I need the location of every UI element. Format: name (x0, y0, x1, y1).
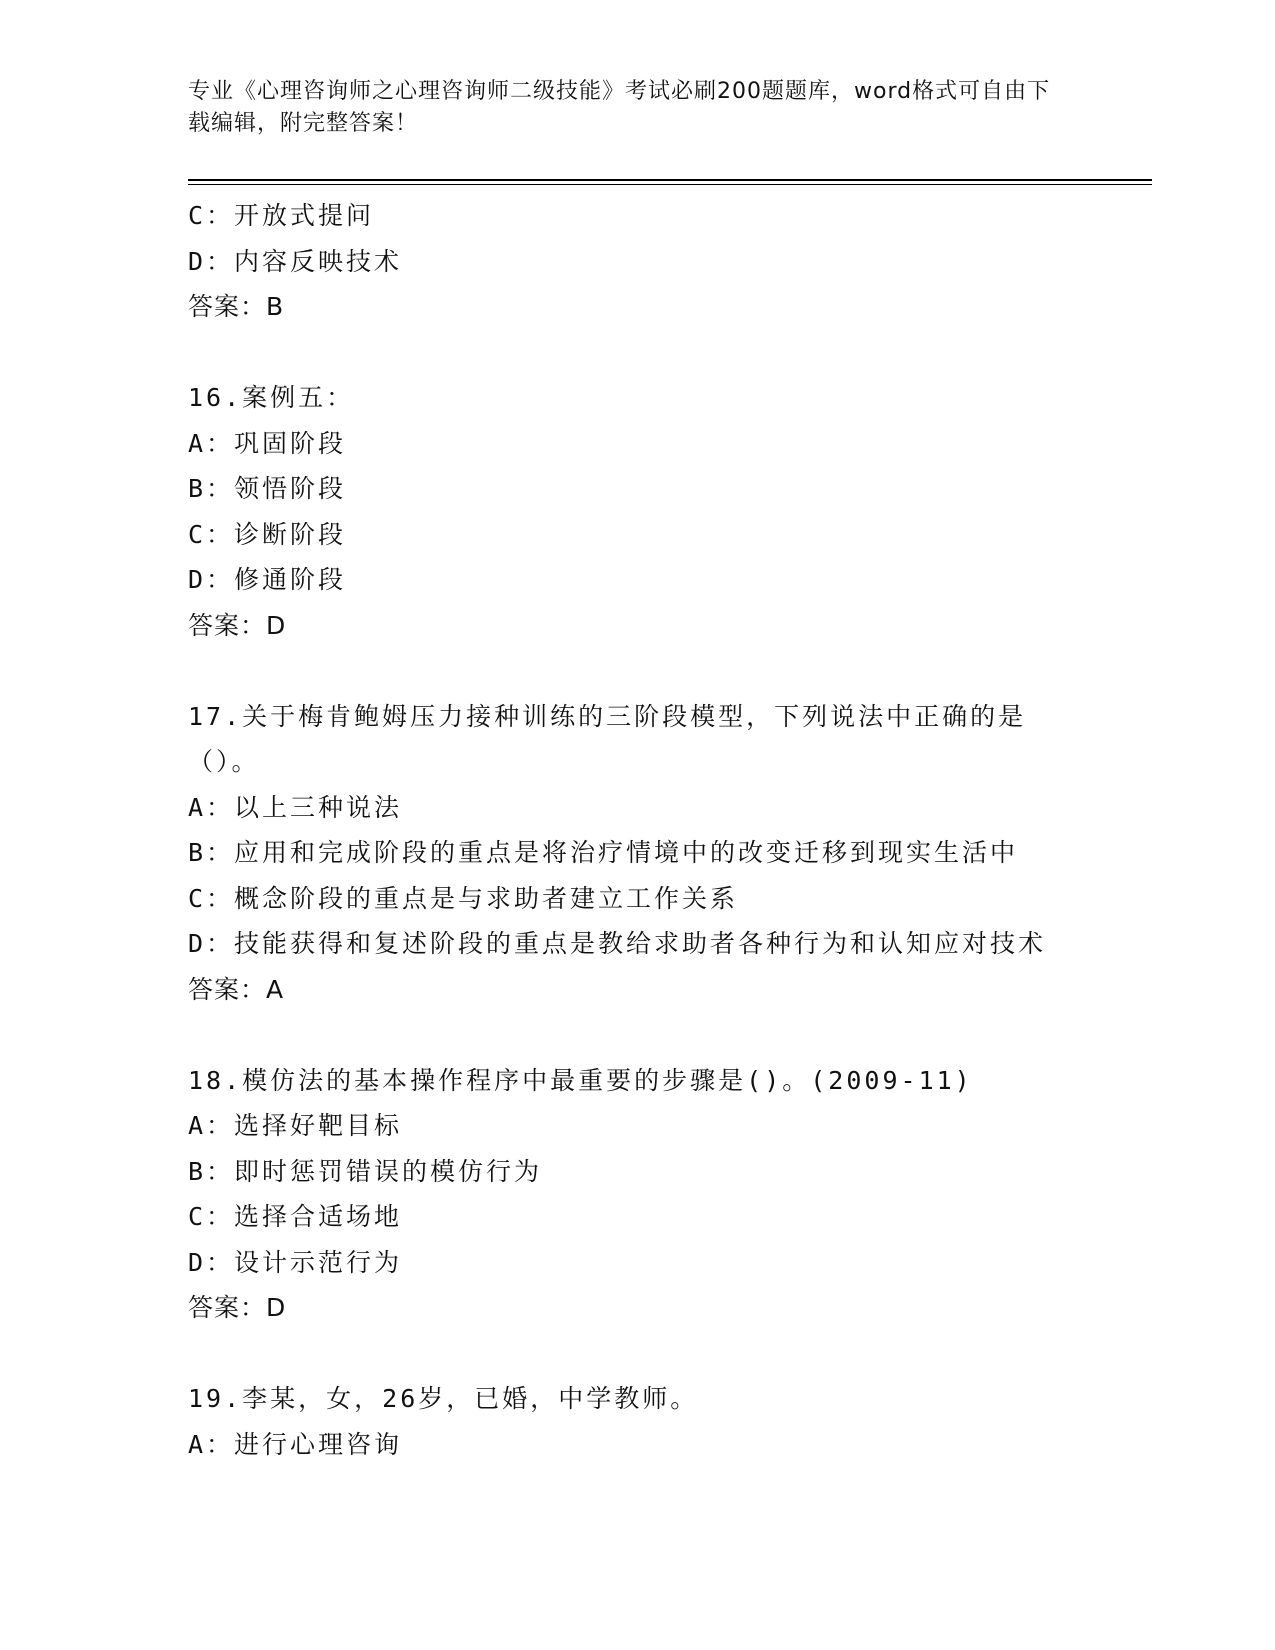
option-a: A：巩固阶段 (188, 428, 347, 458)
option-a: A：以上三种说法 (188, 792, 403, 822)
option-c: C：诊断阶段 (188, 519, 347, 549)
answer: 答案：A (188, 974, 285, 1004)
question-16 (188, 375, 1088, 648)
question-19 (188, 1376, 1088, 1467)
option-d: D：技能获得和复述阶段的重点是教给求助者各种行为和认知应对技术 (188, 929, 1047, 958)
question-18 (188, 1058, 1088, 1331)
option-c: C：概念阶段的重点是与求助者建立工作关系 (188, 883, 739, 913)
option-b: B：应用和完成阶段的重点是将治疗情境中的改变迁移到现实生活中 (188, 838, 1019, 867)
header-divider-thin (188, 184, 1152, 185)
spacer (188, 648, 1088, 694)
option-d: D：设计示范行为 (188, 1247, 403, 1277)
question-stem: 16.案例五： (188, 383, 355, 412)
question-17 (188, 694, 1088, 1013)
answer: 答案：D (188, 610, 287, 640)
spacer (188, 1012, 1088, 1058)
header-divider-thick (188, 179, 1152, 181)
option-d: D：修通阶段 (188, 565, 347, 594)
question-stem: 18.模仿法的基本操作程序中最重要的步骤是()。(2009-11) (188, 1065, 973, 1095)
spacer (188, 1331, 1088, 1377)
option-b: B：领悟阶段 (188, 474, 347, 503)
option-d: D：内容反映技术 (188, 246, 403, 276)
prev-question (188, 193, 1088, 330)
option-c: C：开放式提问 (188, 201, 375, 230)
option-a: A：选择好靶目标 (188, 1111, 403, 1140)
question-stem: 19.李某，女，26岁，已婚，中学教师。 (188, 1384, 699, 1413)
document-header: 专业《心理咨询师之心理咨询师二级技能》考试必刷200题题库，word格式可自由下载编辑，附完整答案！ (188, 79, 1051, 136)
option-b: B：即时惩罚错误的模仿行为 (188, 1156, 543, 1186)
option-a: A：进行心理咨询 (188, 1429, 403, 1459)
option-c: C：选择合适场地 (188, 1202, 403, 1231)
question-list (188, 193, 1088, 1467)
spacer (188, 330, 1088, 376)
question-stem: 17.关于梅肯鲍姆压力接种训练的三阶段模型，下列说法中正确的是（）。 (188, 701, 1027, 776)
answer: 答案：D (188, 1293, 287, 1322)
answer: 答案：B (188, 292, 285, 321)
